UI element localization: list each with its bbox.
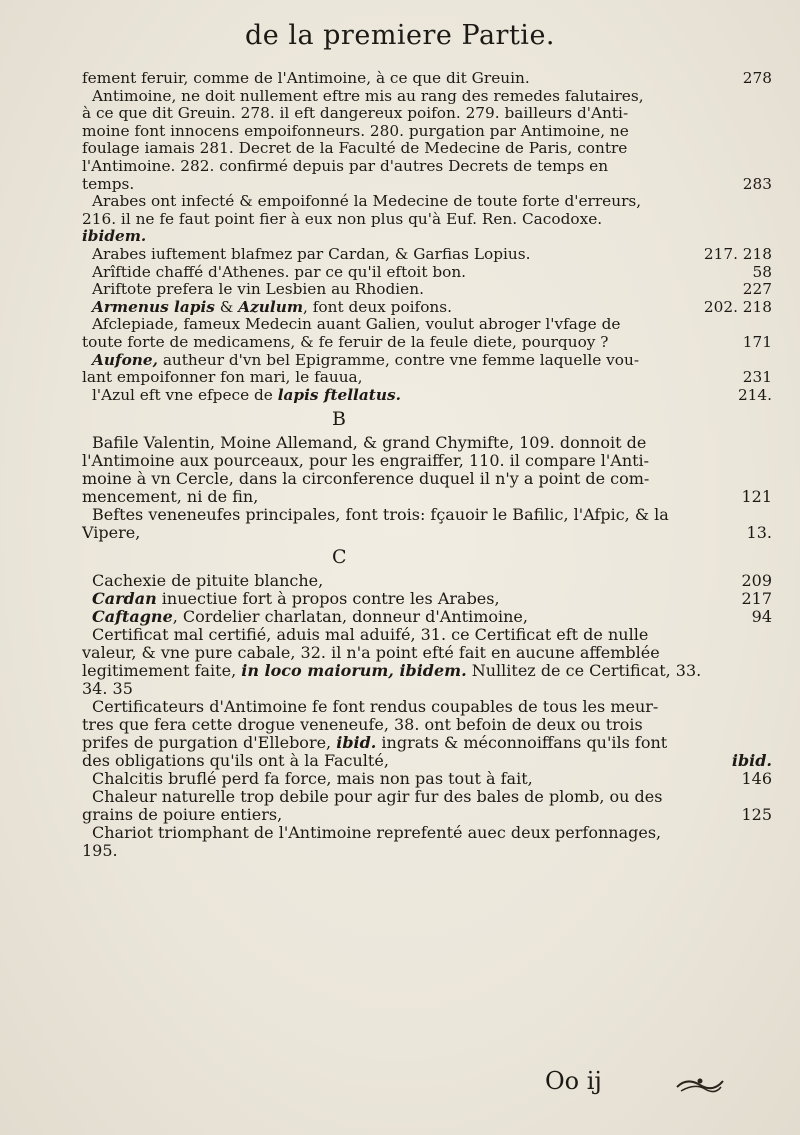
entry-term: Azulum bbox=[238, 297, 304, 316]
index-entry bbox=[82, 352, 772, 387]
index-entry bbox=[82, 608, 772, 626]
entry-term: Cardan bbox=[92, 589, 157, 609]
entry-line: temps. bbox=[82, 174, 135, 193]
page-ref: 202. 218 bbox=[703, 297, 772, 316]
entry-line: Certificateurs d'Antimoine fe font rendus coupables de tous les meur- bbox=[92, 697, 659, 717]
entry-term: Caftagne bbox=[92, 607, 173, 627]
entry-line: foulage iamais 281. Decret de la Faculté de Medecine de Paris, contre bbox=[82, 139, 628, 158]
index-entry bbox=[82, 387, 772, 405]
index-entry bbox=[82, 246, 772, 264]
index-entry bbox=[82, 788, 772, 824]
signature-mark: Oo ij bbox=[545, 1067, 602, 1095]
index-entry bbox=[82, 824, 772, 860]
entry-text: , font deux poifons. bbox=[303, 297, 452, 316]
page-ref: 125 bbox=[741, 805, 772, 825]
entry-line: tres que fera cette drogue veneneufe, 38. ont befoin de deux ou trois bbox=[82, 715, 643, 735]
page-ref: 121 bbox=[741, 487, 772, 507]
entry-line: Arabes ont infecté & empoifonné la Medecine de toute forte d'erreurs, bbox=[92, 192, 642, 211]
entry-text: , Cordelier charlatan, donneur d'Antimoine, bbox=[172, 607, 528, 627]
entry-line: moine font innocens empoifonneurs. 280. purgation par Antimoine, ne bbox=[82, 121, 629, 140]
entry-term: Aufone, bbox=[92, 350, 158, 369]
entry-line: valeur, & vne pure cabale, 32. il n'a point efté fait en aucune affemblée bbox=[82, 643, 660, 663]
entry-term: ibid. bbox=[336, 733, 377, 753]
index-entry bbox=[82, 316, 772, 351]
entry-line: grains de poiure entiers, bbox=[82, 805, 283, 825]
section-letter-b: B bbox=[332, 408, 346, 431]
entry-term: Armenus lapis bbox=[92, 297, 215, 316]
index-entry bbox=[82, 590, 772, 608]
page-ref: ibid. bbox=[731, 751, 772, 771]
entry-line: Arîftide chaffé d'Athenes. par ce qu'il eftoit bon. bbox=[92, 262, 467, 281]
index-body bbox=[82, 70, 772, 860]
page-ref: 171 bbox=[742, 332, 772, 351]
entry-line: Afclepiade, fameux Medecin auant Galien, voulut abroger l'vfage de bbox=[92, 315, 621, 334]
entry-line: moine à vn Cercle, dans la circonference duquel il n'y a point de com- bbox=[82, 469, 650, 489]
page-ref: 13. bbox=[746, 523, 772, 543]
index-entry bbox=[82, 281, 772, 299]
entry-line: l'Antimoine. 282. confirmé depuis par d'autres Decrets de temps en bbox=[82, 156, 609, 175]
entry-line: Chalcitis bruflé perd fa force, mais non pas tout à fait, bbox=[92, 769, 533, 789]
ornament-icon bbox=[675, 1073, 725, 1095]
entry-line: 195. bbox=[82, 841, 118, 861]
index-entry bbox=[82, 70, 772, 193]
index-entry bbox=[82, 698, 772, 770]
page-ref: 217. 218 bbox=[703, 244, 772, 263]
entry-line: Chariot triomphant de l'Antimoine reprefenté auec deux perfonnages, bbox=[92, 823, 662, 843]
entry-line: l'Antimoine aux pourceaux, pour les engraiffer, 110. il compare l'Anti- bbox=[82, 451, 650, 471]
entry-text: Nullitez de ce Certificat, 33. bbox=[466, 661, 702, 681]
entry-line: fement feruir, comme de l'Antimoine, à ce que dit Greuin. bbox=[82, 69, 530, 87]
entry-term: in loco maiorum, ibidem. bbox=[241, 661, 467, 681]
index-entry bbox=[82, 434, 772, 506]
entry-line: Bafile Valentin, Moine Allemand, & grand Chymifte, 109. donnoit de bbox=[92, 433, 647, 453]
entry-text: prifes de purgation d'Ellebore, bbox=[82, 733, 337, 753]
page-ref: 209 bbox=[741, 571, 772, 591]
entry-text: legitimement faite, bbox=[82, 661, 242, 681]
entry-line: Chaleur naturelle trop debile pour agir fur des bales de plomb, ou des bbox=[92, 787, 663, 807]
page-ref: 227 bbox=[742, 280, 772, 299]
page-ref: 283 bbox=[742, 174, 772, 193]
index-entry bbox=[82, 572, 772, 590]
index-entry bbox=[82, 193, 772, 246]
entry-line: des obligations qu'ils ont à la Faculté, bbox=[82, 751, 389, 771]
page-ref: 217 bbox=[741, 589, 772, 609]
page-ref: 278 bbox=[742, 69, 772, 87]
entry-line: Antimoine, ne doit nullement eftre mis au rang des remedes falutaires, bbox=[92, 86, 644, 105]
page-ref: 94 bbox=[751, 607, 772, 627]
entry-line: ibidem. bbox=[82, 227, 147, 246]
entry-text: autheur d'vn bel Epigramme, contre vne femme laquelle vou- bbox=[157, 350, 640, 369]
entry-text: l'Azul eft vne efpece de bbox=[92, 385, 278, 404]
entry-line: à ce que dit Greuin. 278. il eft dangereux poifon. 279. bailleurs d'Anti- bbox=[82, 104, 629, 123]
entry-line: Vipere, bbox=[82, 523, 141, 543]
entry-line: Beftes veneneufes principales, font trois: fçauoir le Bafilic, l'Afpic, & la bbox=[92, 505, 669, 525]
entry-line: Certificat mal certifié, aduis mal aduifé, 31. ce Certificat eft de nulle bbox=[92, 625, 649, 645]
page-ref: 58 bbox=[752, 262, 772, 281]
index-entry bbox=[82, 299, 772, 317]
entry-line: Arabes iuftement blafmez par Cardan, & Garfias Lopius. bbox=[92, 244, 531, 263]
section-letter-c: C bbox=[332, 546, 347, 569]
page-ref: 214. bbox=[737, 385, 772, 404]
entry-term: lapis ftellatus. bbox=[277, 385, 401, 404]
index-entry bbox=[82, 770, 772, 788]
entry-line: Cachexie de pituite blanche, bbox=[92, 571, 324, 591]
entry-line: toute forte de medicamens, & fe feruir de la feule diete, pourquoy ? bbox=[82, 332, 609, 351]
index-entry bbox=[82, 264, 772, 282]
entry-line: mencement, ni de fin, bbox=[82, 487, 259, 507]
entry-text: ingrats & méconnoiffans qu'ils font bbox=[376, 733, 668, 753]
page-ref: 231 bbox=[742, 368, 772, 387]
index-entry bbox=[82, 626, 772, 698]
page-title: de la premiere Partie. bbox=[244, 20, 556, 51]
entry-line: Ariftote prefera le vin Lesbien au Rhodien. bbox=[92, 280, 424, 299]
index-entry bbox=[82, 506, 772, 542]
entry-text: inuectiue fort à propos contre les Arabes, bbox=[156, 589, 500, 609]
page-footer bbox=[0, 1067, 800, 1107]
entry-line: 216. il ne fe faut point fier à eux non plus qu'à Euf. Ren. Cacodoxe. bbox=[82, 209, 603, 228]
page-ref: 146 bbox=[741, 769, 772, 789]
entry-line: lant empoifonner fon mari, le fauua, bbox=[82, 368, 363, 387]
entry-line: 34. 35 bbox=[82, 679, 133, 699]
entry-text: & bbox=[214, 297, 239, 316]
